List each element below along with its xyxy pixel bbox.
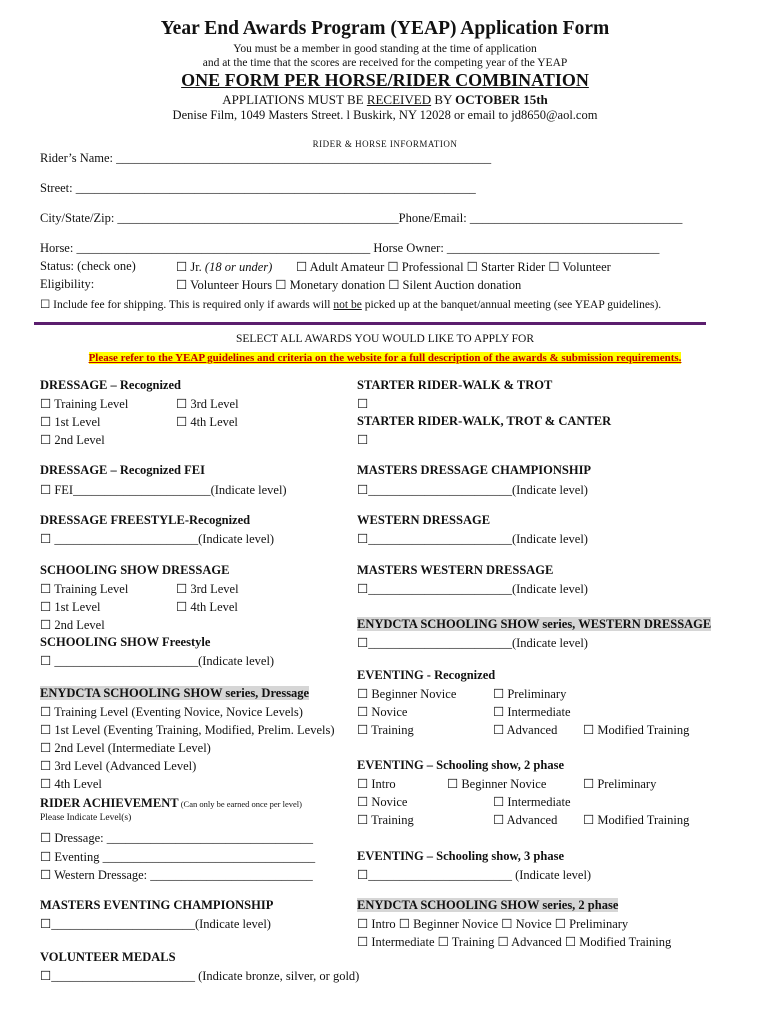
masters-eventing-field[interactable]: ☐_______________________(Indicate level): [40, 917, 271, 931]
select-awards-heading: SELECT ALL AWARDS YOU WOULD LIKE TO APPLY FOR: [235, 333, 534, 345]
eventing-beginner-novice-checkbox[interactable]: ☐ Beginner Novice: [357, 687, 457, 701]
schooling-2nd-checkbox[interactable]: ☐ 2nd Level: [40, 618, 105, 632]
starter-walk-trot-checkbox[interactable]: ☐: [357, 397, 369, 411]
schooling-dressage-heading: SCHOOLING SHOW DRESSAGE: [40, 563, 230, 577]
western-dressage-heading: WESTERN DRESSAGE: [357, 513, 491, 527]
divider: [34, 322, 706, 325]
starter-wtc-checkbox[interactable]: ☐: [357, 433, 369, 447]
one-form-heading: ONE FORM PER HORSE/RIDER COMBINATION: [181, 70, 589, 90]
enydcta-1st-checkbox[interactable]: ☐ 1st Level (Eventing Training, Modified, Prelim. Levels): [40, 723, 335, 737]
western-dressage-field[interactable]: ☐_______________________(Indicate level): [357, 532, 588, 546]
enydcta-dressage-heading: ENYDCTA SCHOOLING SHOW series, Dressage: [40, 686, 310, 700]
membership-note-1: You must be a member in good standing at the time of application: [233, 43, 537, 55]
achievement-dressage-field[interactable]: ☐ Dressage: _________________________________: [40, 831, 313, 845]
freestyle-heading: DRESSAGE FREESTYLE-Recognized: [40, 513, 251, 527]
dressage-recognized-heading: DRESSAGE – Recognized: [40, 378, 181, 392]
enydcta-2nd-checkbox[interactable]: ☐ 2nd Level (Intermediate Level): [40, 741, 211, 755]
es2-advanced-checkbox[interactable]: ☐ Advanced: [493, 813, 558, 827]
es2-intro-checkbox[interactable]: ☐ Intro: [357, 777, 396, 791]
eventing-intermediate-checkbox[interactable]: ☐ Intermediate: [493, 705, 571, 719]
enydcta-4th-checkbox[interactable]: ☐ 4th Level: [40, 777, 102, 791]
schooling-freestyle-heading: SCHOOLING SHOW Freestyle: [40, 635, 211, 649]
enydcta-training-checkbox[interactable]: ☐ Training Level (Eventing Novice, Novice Levels): [40, 705, 303, 719]
section-rider-horse-info: RIDER & HORSE INFORMATION: [312, 139, 458, 149]
deadline-line: APPLIATIONS MUST BE RECEIVED BY OCTOBER 15th: [222, 92, 548, 107]
masters-western-heading: MASTERS WESTERN DRESSAGE: [357, 563, 554, 577]
eventing-modified-checkbox[interactable]: ☐ Modified Training: [583, 723, 690, 737]
form-title: Year End Awards Program (YEAP) Application Form: [160, 18, 610, 39]
eventing-advanced-checkbox[interactable]: ☐ Advanced: [493, 723, 558, 737]
rider-name-field[interactable]: Rider’s Name: ____________________________________________________________: [40, 151, 492, 165]
mailing-address: Denise Film, 1049 Masters Street. l Buskirk, NY 12028 or email to jd8650@aol.com: [172, 108, 598, 122]
eligibility-options[interactable]: ☐ Volunteer Hours ☐ Monetary donation ☐ Silent Auction donation: [176, 278, 522, 292]
dressage-fei-heading: DRESSAGE – Recognized FEI: [40, 463, 205, 477]
dressage-1st-checkbox[interactable]: ☐ 1st Level: [40, 415, 101, 429]
eventing-recognized-heading: EVENTING - Recognized: [357, 668, 496, 682]
eligibility-label: Eligibility:: [40, 277, 95, 291]
achievement-eventing-field[interactable]: ☐ Eventing __________________________________: [40, 850, 316, 864]
masters-dressage-heading: MASTERS DRESSAGE CHAMPIONSHIP: [357, 463, 592, 477]
starter-walk-trot-heading: STARTER RIDER-WALK & TROT: [357, 378, 553, 392]
schooling-4th-checkbox[interactable]: ☐ 4th Level: [176, 600, 238, 614]
street-field[interactable]: Street: ________________________________________________________________: [40, 181, 476, 195]
es2-intermediate-checkbox[interactable]: ☐ Intermediate: [493, 795, 571, 809]
volunteer-medals-field[interactable]: ☐_______________________ (Indicate bronze, silver, or gold): [40, 969, 360, 983]
enydcta-2phase-row1[interactable]: ☐ Intro ☐ Beginner Novice ☐ Novice ☐ Preliminary: [357, 917, 629, 931]
freestyle-level-field[interactable]: ☐ _______________________(Indicate level): [40, 532, 275, 546]
horse-owner-field[interactable]: Horse: _______________________________________________ Horse Owner: __________________________________: [40, 241, 660, 255]
es2-modified-checkbox[interactable]: ☐ Modified Training: [583, 813, 690, 827]
shipping-checkbox[interactable]: ☐ Include fee for shipping. This is required only if awards will not be picked up at the banquet/annual meeting (see YEAP guidelines).: [40, 299, 662, 311]
guidelines-note: Please refer to the YEAP guidelines and criteria on the website for a full description of the awards & submission requirements.: [88, 352, 682, 364]
starter-wtc-heading: STARTER RIDER-WALK, TROT & CANTER: [357, 414, 612, 428]
es2-preliminary-checkbox[interactable]: ☐ Preliminary: [583, 777, 657, 791]
eventing-novice-checkbox[interactable]: ☐ Novice: [357, 705, 408, 719]
masters-eventing-heading: MASTERS EVENTING CHAMPIONSHIP: [40, 898, 274, 912]
es2-training-checkbox[interactable]: ☐ Training: [357, 813, 414, 827]
volunteer-medals-heading: VOLUNTEER MEDALS: [40, 950, 176, 964]
enydcta-2phase-row2[interactable]: ☐ Intermediate ☐ Training ☐ Advanced ☐ Modified Training: [357, 935, 672, 949]
es2-beginner-novice-checkbox[interactable]: ☐ Beginner Novice: [447, 777, 547, 791]
eventing-preliminary-checkbox[interactable]: ☐ Preliminary: [493, 687, 567, 701]
eventing-training-checkbox[interactable]: ☐ Training: [357, 723, 414, 737]
schooling-3rd-checkbox[interactable]: ☐ 3rd Level: [176, 582, 239, 596]
eventing-2phase-heading: EVENTING – Schooling show, 2 phase: [357, 758, 565, 772]
enydcta-western-field[interactable]: ☐_______________________(Indicate level): [357, 636, 588, 650]
schooling-freestyle-field[interactable]: ☐ _______________________(Indicate level): [40, 654, 275, 668]
dressage-training-checkbox[interactable]: ☐ Training Level: [40, 397, 129, 411]
schooling-training-checkbox[interactable]: ☐ Training Level: [40, 582, 129, 596]
achievement-western-field[interactable]: ☐ Western Dressage: __________________________: [40, 868, 313, 882]
enydcta-3rd-checkbox[interactable]: ☐ 3rd Level (Advanced Level): [40, 759, 197, 773]
masters-western-field[interactable]: ☐_______________________(Indicate level): [357, 582, 588, 596]
enydcta-western-heading: ENYDCTA SCHOOLING SHOW series, WESTERN DRESSAGE: [357, 617, 712, 631]
eventing-3phase-heading: EVENTING – Schooling show, 3 phase: [357, 849, 565, 863]
city-phone-field[interactable]: City/State/Zip: _____________________________________________Phone/Email: __________________________________: [40, 211, 683, 225]
achievement-subnote: Please Indicate Level(s): [40, 813, 132, 823]
schooling-1st-checkbox[interactable]: ☐ 1st Level: [40, 600, 101, 614]
es2-novice-checkbox[interactable]: ☐ Novice: [357, 795, 408, 809]
status-jr-checkbox[interactable]: ☐ Jr. (18 or under): [176, 260, 273, 274]
fei-level-field[interactable]: ☐ FEI______________________(Indicate level): [40, 483, 287, 497]
status-options[interactable]: ☐ Adult Amateur ☐ Professional ☐ Starter Rider ☐ Volunteer: [296, 260, 611, 274]
rider-achievement-heading: RIDER ACHIEVEMENT (Can only be earned once per level): [40, 796, 302, 810]
membership-note-2: and at the time that the scores are received for the competing year of the YEAP: [202, 57, 568, 69]
dressage-3rd-checkbox[interactable]: ☐ 3rd Level: [176, 397, 239, 411]
enydcta-2phase-heading: ENYDCTA SCHOOLING SHOW series, 2 phase: [357, 898, 619, 912]
eventing-3phase-field[interactable]: ☐_______________________ (Indicate level): [357, 868, 592, 882]
dressage-2nd-checkbox[interactable]: ☐ 2nd Level: [40, 433, 105, 447]
masters-dressage-field[interactable]: ☐_______________________(Indicate level): [357, 483, 588, 497]
status-label: Status: (check one): [40, 259, 136, 273]
dressage-4th-checkbox[interactable]: ☐ 4th Level: [176, 415, 238, 429]
